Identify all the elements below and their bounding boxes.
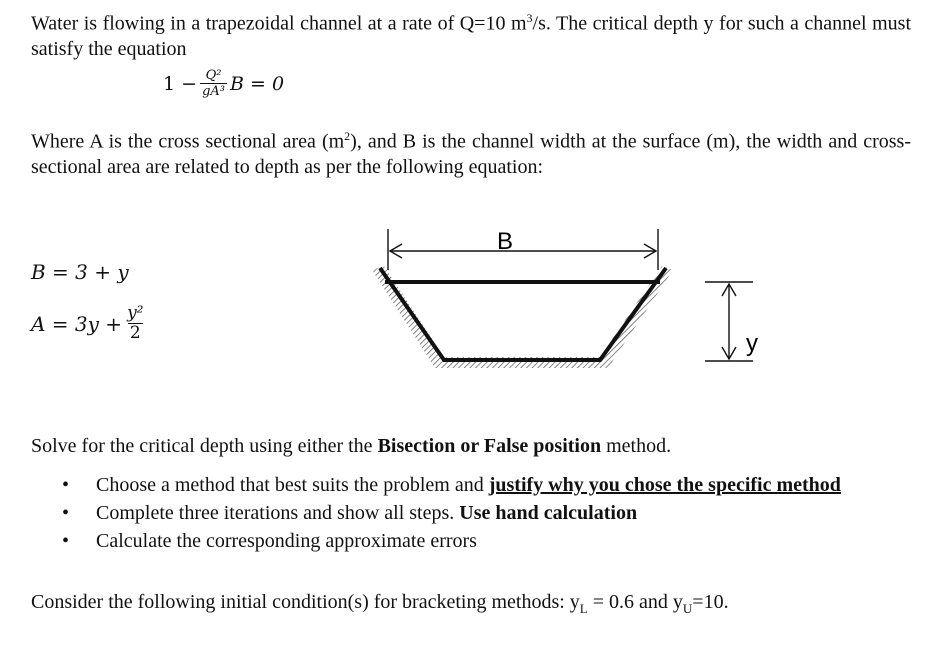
bullet-bold-underlined: justify why you chose the specific method: [488, 474, 841, 496]
width-equation: B = 3 + y: [31, 260, 129, 284]
equation-frac-num: Q²: [205, 68, 222, 83]
width-dimension: [388, 229, 658, 270]
equation-lhs: 1 −: [163, 72, 198, 95]
where-text-before: Where A is the cross sectional area (m: [31, 130, 345, 153]
solve-paragraph: [31, 434, 911, 459]
consider-text-after: =10.: [692, 591, 729, 613]
bullet-text: Choose a method that best suits the problem and: [96, 474, 489, 496]
equation-frac-den: gA³: [202, 84, 225, 99]
bullet-text: Calculate the corresponding approximate errors: [96, 530, 477, 552]
bullet-bold: Use hand calculation: [459, 502, 638, 524]
bullet-dot: •: [62, 474, 70, 496]
area-frac-den: 2: [129, 323, 141, 343]
equation-rhs: B = 0: [229, 72, 285, 95]
consider-mid: = 0.6 and y: [587, 591, 683, 613]
intro-text-before: Water is flowing in a trapezoidal channel at a rate of Q=10 m: [31, 12, 527, 35]
solve-bold: Bisection or False position: [377, 435, 602, 457]
where-sup: 2: [344, 129, 351, 143]
label-y: y: [746, 330, 758, 357]
intro-sup: 3: [526, 11, 533, 25]
list-item: [62, 501, 900, 526]
list-item: [62, 473, 900, 498]
bullet-dot: •: [62, 530, 70, 552]
consider-text-before: Consider the following initial condition(s) for bracketing methods: y: [31, 591, 580, 613]
consider-paragraph: [31, 590, 911, 621]
label-b: B: [497, 228, 514, 255]
bullet-dot: •: [62, 502, 70, 524]
requirements-list: [62, 473, 900, 557]
consider-sub-u: U: [682, 601, 693, 616]
solve-text-before: Solve for the critical depth using either the: [31, 435, 378, 457]
solve-text-after: method.: [601, 435, 672, 457]
list-item: [62, 529, 900, 554]
area-frac-num: y²: [127, 303, 144, 323]
bullet-text: Complete three iterations and show all steps.: [96, 502, 460, 524]
area-equation-lhs: A = 3y +: [31, 311, 123, 336]
intro-text-after: /s. The critical depth y for such a channel must satisfy the equation: [31, 12, 912, 60]
consider-sub-l: L: [579, 601, 588, 616]
where-text-after: ), and B is the channel width at the surface (m), the width and cross-sectional area are related to depth as per the following equation:: [31, 130, 911, 178]
